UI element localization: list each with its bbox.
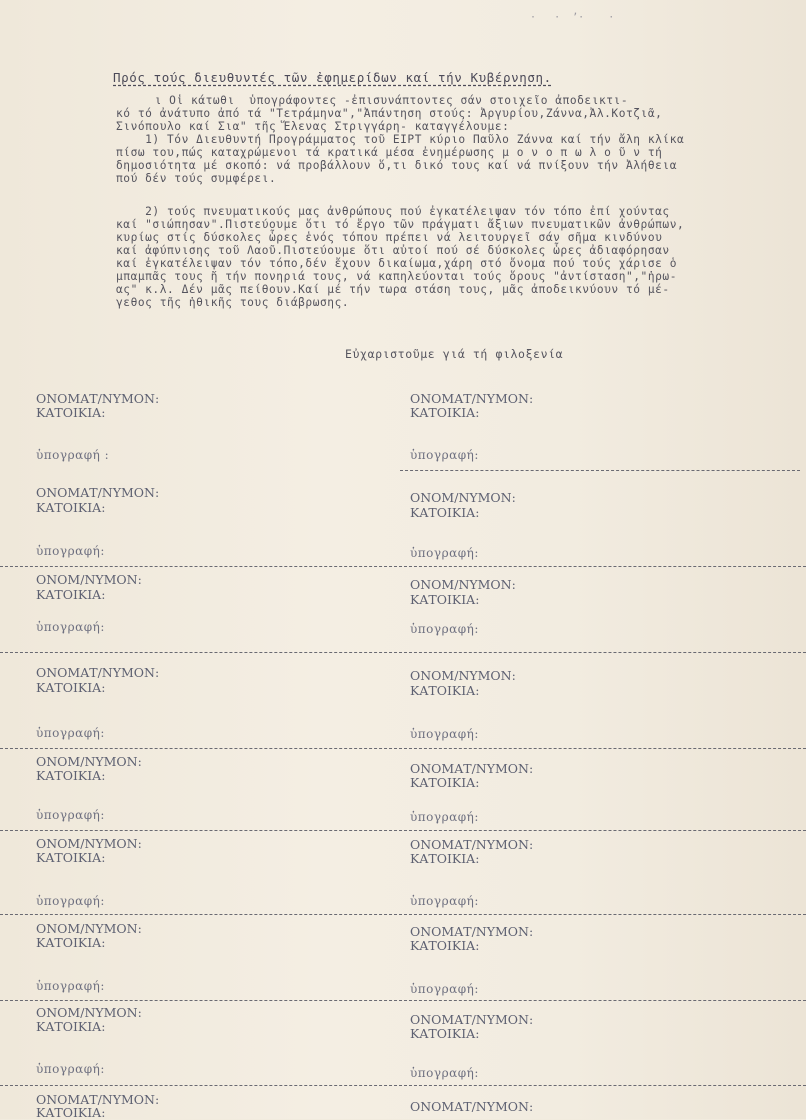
- residence-field-label: ΚΑΤΟΙΚΙΑ:: [410, 683, 480, 698]
- signature-label: ὑπογραφή:: [410, 810, 479, 824]
- signature-label: ὑπογραφή:: [410, 727, 479, 741]
- cut-line: [0, 652, 806, 653]
- name-field-label: ΟΝΟΜΑΤ/ΝΥΜΟΝ:: [36, 665, 160, 680]
- signature-label: ὑπογραφή:: [36, 544, 105, 558]
- residence-field-label: ΚΑΤΟΙΚΙΑ:: [410, 851, 480, 866]
- cut-line: [0, 914, 806, 915]
- residence-field-label: ΚΑΤΟΙΚΙΑ:: [410, 505, 480, 520]
- cut-line: [400, 470, 800, 471]
- name-field-label: ΟΝΟΜΑΤ/ΝΥΜΟΝ:: [36, 1092, 160, 1107]
- signature-label: ὑπογραφή:: [410, 448, 479, 462]
- cut-line: [0, 1085, 806, 1086]
- name-field-label: ΟΝΟΜ/ΝΥΜΟΝ:: [36, 836, 142, 851]
- letter-line: καί ἐγκατέλειψαν τόν τόπο,δέν ἔχουν δικαίωμα,χάρη στό ὄνομα πού τούς χάρισε ὁ: [116, 257, 677, 270]
- letter-line: 1) Τόν Διευθυντή Προγράμματος τοῦ ΕΙΡΤ κύριο Παῦλο Ζάννα καί τήν ἄλη κλίκα: [116, 133, 685, 146]
- residence-field-label: ΚΑΤΟΙΚΙΑ:: [410, 405, 480, 420]
- letter-line: Σινόπουλο καί Σια" τῆς Ἕλενας Στριγγάρη- καταγγέλουμε:: [116, 120, 510, 133]
- name-field-label: ΟΝΟΜ/ΝΥΜΟΝ:: [36, 1005, 142, 1020]
- name-field-label: ΟΝΟΜΑΤ/ΝΥΜΟΝ:: [410, 924, 534, 939]
- letter-heading: Πρός τούς διευθυντές τῶν ἐφημερίδων καί τήν Κυβέρνηση.: [113, 70, 552, 85]
- signature-label: ὑπογραφή:: [36, 894, 105, 908]
- letter-line: πού δέν τούς συμφέρει.: [116, 172, 277, 185]
- signature-label: ὑπογραφή:: [410, 894, 479, 908]
- name-field-label: ΟΝΟΜ/ΝΥΜΟΝ:: [36, 754, 142, 769]
- cut-line: [0, 748, 806, 749]
- signature-label: ὑπογραφή:: [410, 982, 479, 996]
- residence-field-label: ΚΑΤΟΙΚΙΑ:: [36, 680, 106, 695]
- letter-line: κό τό ἀνάτυπο ἀπό τά "Τετράμηνα","Ἀπάντηση στούς: Ἀργυρίου,Ζάννα,Ἀλ.Κοτζιᾶ,: [116, 107, 663, 120]
- cut-line: [0, 1000, 806, 1001]
- letter-line: ας" κ.λ. Δέν μᾶς πείθουν.Καί μέ τήν τωρα στάση τους, μᾶς ἀποδεικνύουν τό μέ-: [116, 283, 670, 296]
- signature-label: ὑπογραφή:: [36, 979, 105, 993]
- paper-specks: · · ʼ· ·: [530, 12, 615, 23]
- residence-field-label: ΚΑΤΟΙΚΙΑ:: [36, 500, 106, 515]
- name-field-label: ΟΝΟΜΑΤ/ΝΥΜΟΝ:: [410, 391, 534, 406]
- letter-line: πίσω του,πώς καταχρώμενοι τά κρατικά μέσα ἐνημέρωσης μ ο ν ο π ω λ ο ῦ ν τή: [116, 146, 663, 159]
- name-field-label: ΟΝΟΜΑΤ/ΝΥΜΟΝ:: [410, 1099, 534, 1114]
- letter-line: ι Οἱ κάτωθι ὑπογράφοντες -ἐπισυνάπτοντες σάν στοιχεῖο ἀποδεικτι-: [140, 94, 629, 107]
- name-field-label: ΟΝΟΜ/ΝΥΜΟΝ:: [410, 668, 516, 683]
- signature-label: ὑπογραφή:: [36, 620, 105, 634]
- name-field-label: ΟΝΟΜΑΤ/ΝΥΜΟΝ:: [410, 761, 534, 776]
- residence-field-label: ΚΑΤΟΙΚΙΑ:: [36, 768, 106, 783]
- letter-line: καί ἀφύπνισης τοῦ Λαοῦ.Πιστεύουμε ὅτι αὐτοί πού σέ δύσκολες ὧρες ἀδιαφόρησαν: [116, 244, 670, 257]
- name-field-label: ΟΝΟΜΑΤ/ΝΥΜΟΝ:: [36, 485, 160, 500]
- letter-line: κυρίως στίς δύσκολες ὧρες ἑνός τόπου πρέπει νά λειτουργεῖ σάν σῆμα κινδύνου: [116, 231, 663, 244]
- cut-line: [0, 830, 806, 831]
- residence-field-label: ΚΑΤΟΙΚΙΑ:: [36, 1019, 106, 1034]
- signature-label: ὑπογραφή:: [410, 622, 479, 636]
- residence-field-label: ΚΑΤΟΙΚΙΑ:: [36, 935, 106, 950]
- name-field-label: ΟΝΟΜ/ΝΥΜΟΝ:: [36, 921, 142, 936]
- residence-field-label: ΚΑΤΟΙΚΙΑ:: [36, 850, 106, 865]
- letter-line: μπαμπᾶς τους ἤ τήν πονηριά τους, νά καπηλεύονται τούς ὅρους "ἀντίσταση","ἡρω-: [116, 270, 677, 283]
- signature-label: ὑπογραφή:: [36, 1062, 105, 1076]
- residence-field-label: ΚΑΤΟΙΚΙΑ:: [36, 405, 106, 420]
- residence-field-label: ΚΑΤΟΙΚΙΑ:: [410, 938, 480, 953]
- letter-line: δημοσιότητα μέ σκοπό: νά προβάλλουν ὅ,τι δικό τους καί νά πνίξουν τήν Ἀλήθεια: [116, 159, 677, 172]
- cut-line: [0, 566, 806, 567]
- residence-field-label: ΚΑΤΟΙΚΙΑ:: [36, 587, 106, 602]
- name-field-label: ΟΝΟΜ/ΝΥΜΟΝ:: [36, 572, 142, 587]
- name-field-label: ΟΝΟΜΑΤ/ΝΥΜΟΝ:: [36, 391, 160, 406]
- residence-field-label: ΚΑΤΟΙΚΙΑ:: [36, 1105, 106, 1120]
- residence-field-label: ΚΑΤΟΙΚΙΑ:: [410, 775, 480, 790]
- signature-label: ὑπογραφή:: [36, 726, 105, 740]
- name-field-label: ΟΝΟΜΑΤ/ΝΥΜΟΝ:: [410, 1012, 534, 1027]
- name-field-label: ΟΝΟΜΑΤ/ΝΥΜΟΝ:: [410, 837, 534, 852]
- closing-thanks: Εὐχαριστοῦμε γιά τή φιλοξενία: [345, 347, 564, 361]
- signature-label: ὑπογραφή:: [410, 546, 479, 560]
- name-field-label: ΟΝΟΜ/ΝΥΜΟΝ:: [410, 490, 516, 505]
- residence-field-label: ΚΑΤΟΙΚΙΑ:: [410, 1026, 480, 1041]
- signature-label: ὑπογραφή:: [410, 1066, 479, 1080]
- residence-field-label: ΚΑΤΟΙΚΙΑ:: [410, 592, 480, 607]
- signature-label: ὑπογραφή :: [36, 448, 110, 462]
- letter-line: καί "σιώπησαν".Πιστεύουμε ὅτι τό ἔργο τῶν πράγματι ἄξιων πνευματικῶν ἀνθρώπων,: [116, 218, 685, 231]
- letter-line: γεθος τῆς ἠθικῆς τους διάβρωσης.: [116, 296, 350, 309]
- name-field-label: ΟΝΟΜ/ΝΥΜΟΝ:: [410, 577, 516, 592]
- signature-label: ὑπογραφή:: [36, 808, 105, 822]
- letter-line: 2) τούς πνευματικούς μας ἀνθρώπους πού ἐγκατέλειψαν τόν τόπο ἐπί χούντας: [116, 205, 670, 218]
